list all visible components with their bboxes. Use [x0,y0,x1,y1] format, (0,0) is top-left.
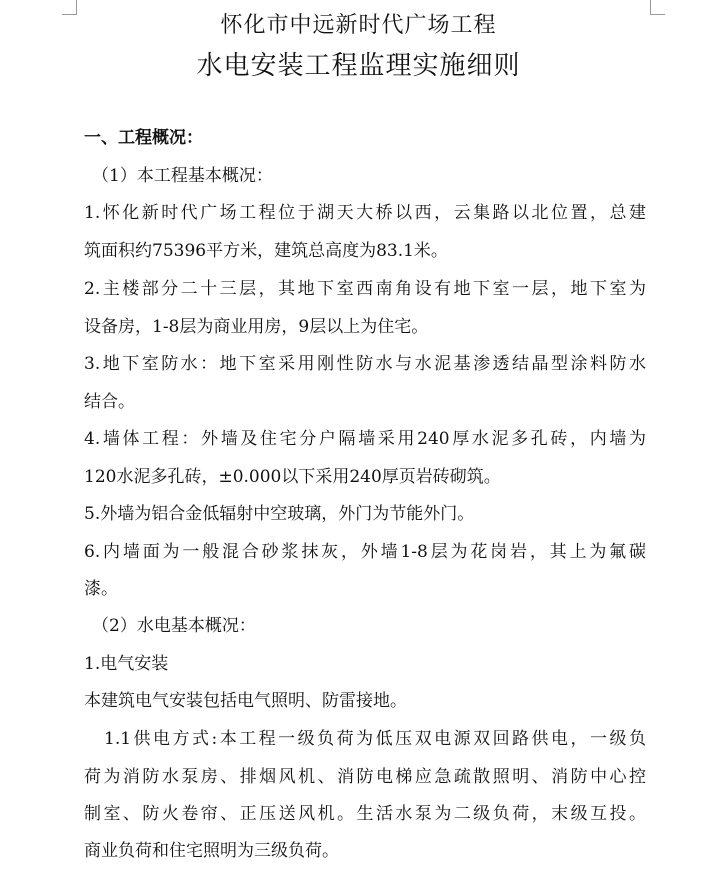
paragraph-line: 120水泥多孔砖，±0.000以下采用240厚页岩砖砌筑。 [84,467,501,487]
subsection-heading: （1）本工程基本概况： [92,166,273,186]
paragraph-line: 1.1供电方式:本工程一级负荷为低压双电源双回路供电，一级负 [104,729,646,749]
paragraph-line: 设备房，1-8层为商业用房，9层以上为住宅。 [84,317,429,337]
subsection-heading: （2）水电基本概况： [92,616,256,636]
paragraph-line: 5.外墙为铝合金低辐射中空玻璃，外门为节能外门。 [84,504,475,524]
paragraph-line: 制室、防火卷帘、正压送风机。生活水泵为二级负荷，末级互投。 [84,804,646,824]
paragraph-heading: 1.电气安装 [84,654,169,674]
paragraph-line: 荷为消防水泵房、排烟风机、消防电梯应急疏散照明、消防中心控 [84,767,646,787]
paragraph-line: 4.墙体工程：外墙及住宅分户隔墙采用240厚水泥多孔砖，内墙为 [84,429,646,449]
paragraph-line: 2.主楼部分二十三层，其地下室西南角设有地下室一层，地下室为 [84,279,646,299]
paragraph-line: 漆。 [84,579,118,599]
paragraph-line: 3.地下室防水：地下室采用刚性防水与水泥基渗透结晶型涂料防水 [84,354,646,374]
section-heading: 一、工程概况： [84,128,203,148]
paragraph-line: 1.怀化新时代广场工程位于湖天大桥以西，云集路以北位置，总建 [84,203,646,223]
paragraph-line: 结合。 [84,392,135,412]
paragraph-line: 6.内墙面为一般混合砂浆抹灰，外墙1-8层为花岗岩，其上为氟碳 [84,542,646,562]
paragraph-line: 本建筑电气安装包括电气照明、防雷接地。 [84,691,407,711]
document-title-line1: 怀化市中远新时代广场工程 [220,13,497,38]
paragraph-line: 商业负荷和住宅照明为三级负荷。 [84,841,339,861]
paragraph-line: 筑面积约75396平方米，建筑总高度为83.1米。 [84,241,448,261]
document-title-line2: 水电安装工程监理实施细则 [196,51,521,81]
